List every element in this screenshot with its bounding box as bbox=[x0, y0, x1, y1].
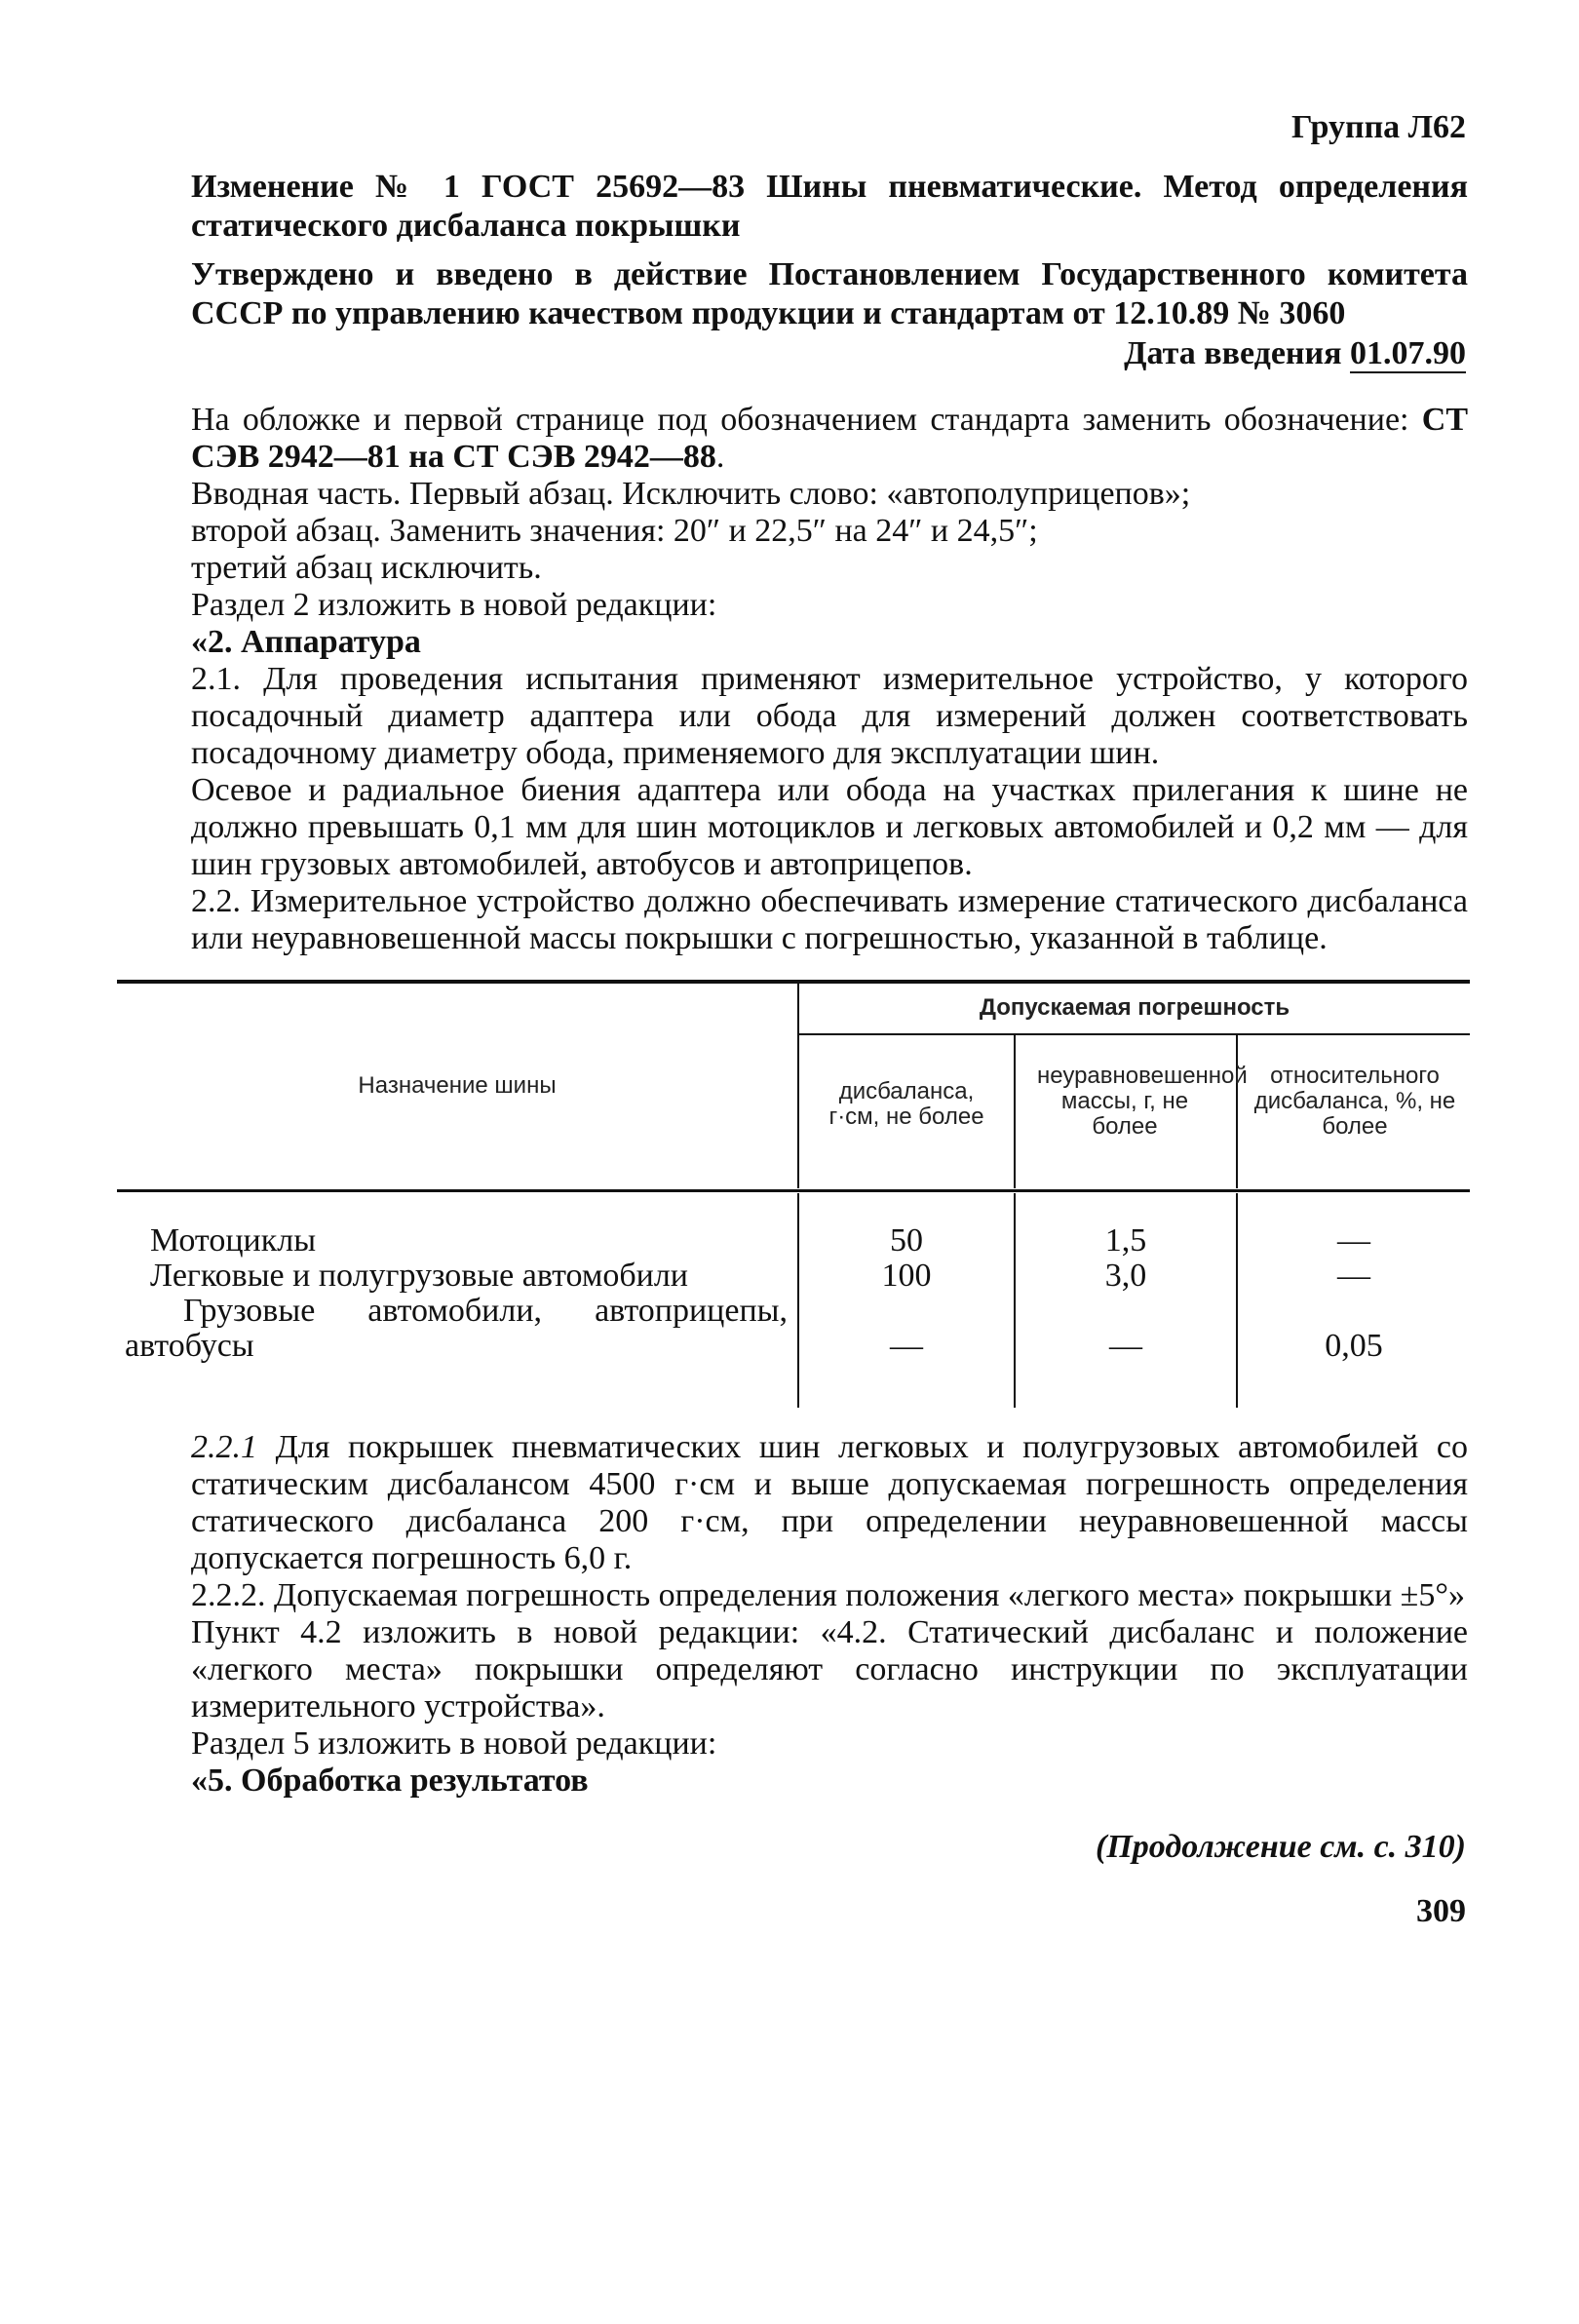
row-name-line1: Грузовые автомобили, автоприцепы, bbox=[183, 1293, 788, 1329]
effective-date-value: 01.07.90 bbox=[1350, 335, 1466, 371]
paragraph-cover-change bbox=[191, 402, 1468, 476]
row-mass: 3,0 bbox=[1104, 1258, 1147, 1294]
row-relative: — bbox=[1337, 1222, 1370, 1259]
table-vline-3 bbox=[1236, 1035, 1238, 1188]
row-mass: — bbox=[1109, 1328, 1142, 1364]
paragraph-cover-end: . bbox=[715, 439, 725, 475]
paragraph-runout: Осевое и радиальное биения адаптера или обода на участках прилегания к шине не должно превышать 0,1 мм для шин мотоциклов и легковых автомобилей и 0,2 мм — для шин грузовых автомобилей, автобусов и автоприцепов. bbox=[191, 772, 1468, 882]
paragraph-intro-3: третий абзац исключить. bbox=[191, 550, 542, 586]
row-name: Мотоциклы bbox=[150, 1222, 317, 1259]
change-title: Изменение № 1 ГОСТ 25692—83 Шины пневматические. Метод определения статического дисбаланса покрышки bbox=[191, 169, 1468, 244]
effective-date bbox=[1124, 335, 1466, 372]
paragraph-section5: Раздел 5 изложить в новой редакции: bbox=[191, 1725, 717, 1762]
header-relative: относительного дисбаланса, %, не более bbox=[1253, 1063, 1456, 1140]
table-vline-2 bbox=[1014, 1035, 1016, 1188]
paragraph-section2: Раздел 2 изложить в новой редакции: bbox=[191, 587, 717, 623]
effective-date-label: Дата введения bbox=[1124, 335, 1342, 371]
section-heading-results: «5. Обработка результатов bbox=[191, 1762, 589, 1799]
paragraph-2-2-1-number: 2.2.1 bbox=[191, 1429, 257, 1465]
header-purpose: Назначение шины bbox=[358, 1072, 557, 1099]
paragraph-2-1: 2.1. Для проведения испытания применяют измерительное устройство, у которого посадочный диаметр адаптера или обода для измерений должен соответствовать посадочному диаметру обода, применяемого для эксплуатации шин. bbox=[191, 661, 1468, 771]
continuation-note: (Продолжение см. с. 310) bbox=[1096, 1829, 1466, 1865]
body-text-top bbox=[191, 402, 1468, 957]
paragraph-2-2-2: 2.2.2. Допускаемая погрешность определения положения «легкого места» покрышки ±5°» bbox=[191, 1577, 1465, 1613]
paragraph-intro-2: второй абзац. Заменить значения: 20″ и 22,5″ на 24″ и 24,5″; bbox=[191, 513, 1038, 549]
section-heading-apparatus: «2. Аппаратура bbox=[191, 624, 421, 660]
paragraph-2-2-1 bbox=[191, 1429, 1468, 1577]
paragraph-cover-text: На обложке и первой странице под обозначением стандарта заменить обозначение: bbox=[191, 402, 1422, 438]
standard-replacement: СТ СЭВ 2942—81 на СТ СЭВ 2942—88 bbox=[191, 402, 1468, 475]
group-code: Группа Л62 bbox=[1291, 109, 1466, 145]
table-group-rule bbox=[799, 1033, 1470, 1035]
row-mass: 1,5 bbox=[1104, 1222, 1147, 1259]
row-disbalance: 50 bbox=[890, 1222, 923, 1259]
paragraph-4-2: Пункт 4.2 изложить в новой редакции: «4.2. Статический дисбаланс и положение «легкого места» покрышки определяют согласно инструкции по эксплуатации измерительного устройства». bbox=[191, 1614, 1468, 1724]
row-disbalance: — bbox=[890, 1328, 923, 1364]
table-top-rule bbox=[117, 980, 1470, 984]
row-relative: — bbox=[1337, 1258, 1370, 1294]
row-name: Легковые и полугрузовые автомобили bbox=[150, 1258, 689, 1294]
row-disbalance: 100 bbox=[881, 1258, 932, 1294]
row-relative: 0,05 bbox=[1325, 1328, 1383, 1364]
paragraph-2-2-1-text: Для покрышек пневматических шин легковых и полугрузовых автомобилей со статическим дисбалансом 4500 г·см и выше допускаемая погрешность определения статического дисбаланса 200 г·см, при определении неуравновешенной массы допускается погрешность 6,0 г. bbox=[191, 1429, 1468, 1576]
row-name-line2: автобусы bbox=[125, 1328, 254, 1364]
paragraph-2-2: 2.2. Измерительное устройство должно обеспечивать измерение статического дисбаланса или неуравновешенной массы покрышки с погрешностью, указанной в таблице. bbox=[191, 883, 1468, 956]
approval-statement: Утверждено и введено в действие Постановлением Государственного комитета СССР по управлению качеством продукции и стандартам от 12.10.89 № 3060 bbox=[191, 256, 1468, 331]
header-mass: неуравновешенной массы, г, не более bbox=[1037, 1063, 1248, 1140]
paragraph-intro-1: Вводная часть. Первый абзац. Исключить слово: «автополуприцепов»; bbox=[191, 476, 1191, 512]
header-tolerance: Допускаемая погрешность bbox=[979, 994, 1290, 1021]
table-header-rule bbox=[117, 1189, 1470, 1192]
header-disbalance: дисбаланса, г·см, не более bbox=[828, 1078, 984, 1130]
page-number: 309 bbox=[1416, 1893, 1466, 1929]
body-text-bottom bbox=[191, 1429, 1468, 1800]
